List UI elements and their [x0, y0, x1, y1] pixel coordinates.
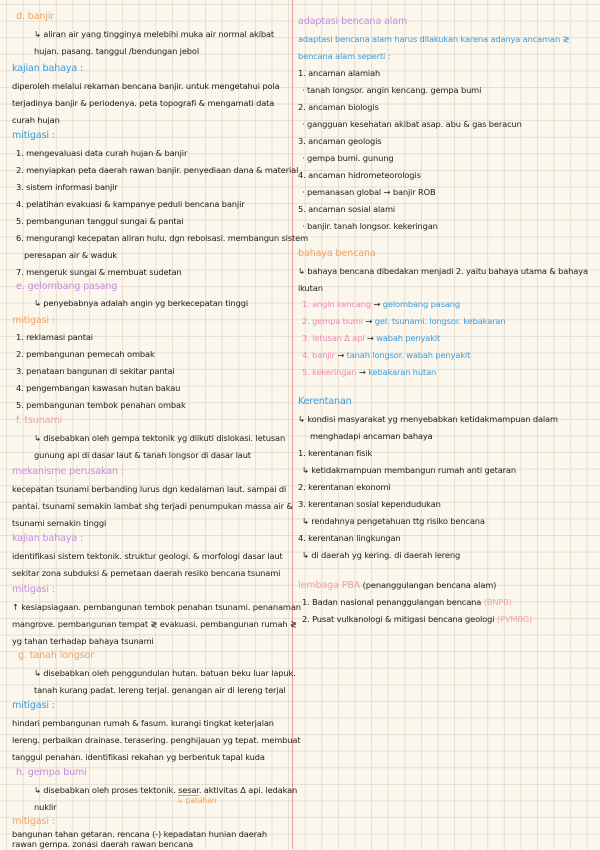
- mitigasi-item: 1. reklamasi pantai: [16, 332, 93, 342]
- mekanisme-text: tsunami semakin tinggi: [12, 518, 107, 528]
- mitigasi-item: 1. mengevaluasi data curah hujan & banjir: [16, 148, 188, 158]
- ancaman-detail: · banjir. tanah longsor. kekeringan: [302, 221, 438, 231]
- kajian-banjir-text: diperoleh melalui rekaman bencana banjir. untuk mengetahui pola: [12, 81, 280, 91]
- kerentanan-intro: ↳ kondisi masyarakat yg menyebabkan ketidakmampuan dalam: [298, 414, 558, 424]
- bahaya-ikutan: gelombang pasang: [382, 299, 461, 309]
- tsunami-definition: ↳ disebabkan oleh gempa tektonik yg diikuti dislokasi. letusan: [34, 433, 286, 443]
- mitigasi-longsor-text: hindari pembangunan rumah & fasum. kurangi tingkat keterjalan: [12, 718, 274, 728]
- longsor-definition: ↳ disebabkan oleh penggundulan hutan. batuan beku luar lapuk.: [34, 668, 296, 678]
- gempa-sesar-term: sesar: [178, 785, 199, 795]
- kerentanan-detail: ↳ di daerah yg kering. di daerah lereng: [302, 550, 461, 560]
- bahaya-pair: [302, 333, 440, 344]
- kajian-tsunami-text: sekitar zona subduksi & pemetaan daerah resiko bencana tsunami: [12, 568, 281, 578]
- ancaman-title: 1. ancaman alamiah: [298, 68, 381, 78]
- mitigasi-longsor-text: lereng. perbaikan drainase. terasering. penghijauan yg tepat. membuat: [12, 735, 301, 745]
- mitigasi-tsunami-text: mangrove. pembangunan tempat ≷ evakuasi. pembangunan rumah ≷: [12, 619, 297, 629]
- ancaman-title: 5. ancaman sosial alami: [298, 204, 396, 214]
- kajian-tsunami-text: identifikasi sistem tektonik. struktur geologi. & morfologi dasar laut: [12, 551, 283, 561]
- bahaya-ikutan: tanah longsor. wabah penyakit: [346, 350, 471, 360]
- ancaman-detail: · gangguan kesehatan akibat asap. abu & gas beracun: [302, 119, 522, 129]
- lembaga-abbr: (BNPB): [483, 597, 512, 607]
- ancaman-detail: · tanah longsor. angin kencang. gempa bumi: [302, 85, 482, 95]
- bahaya-ikutan: kebakaran hutan: [368, 367, 437, 377]
- ancaman-detail: · gempa bumi. gunung: [302, 153, 394, 163]
- bahaya-utama: 2. gempa bumi: [302, 316, 363, 326]
- heading-lembaga: [298, 580, 496, 591]
- lembaga-item: [302, 597, 512, 608]
- ancaman-title: 3. ancaman geologis: [298, 136, 382, 146]
- gempa-definition-post: . aktivitas Δ api. ledakan: [198, 785, 298, 795]
- mitigasi-item: 5. pembangunan tanggul sungai & pantai: [16, 216, 184, 226]
- longsor-definition: tanah kurang padat. lereng terjal. genangan air di lereng terjal: [34, 685, 286, 695]
- kerentanan-detail: ↳ rendahnya pengetahuan ttg risiko bencana: [302, 516, 485, 526]
- arrow-icon: →: [334, 350, 347, 360]
- mekanisme-text: pantai. tsunami semakin lambat shg terjadi penumpukan massa air &: [12, 501, 293, 511]
- bahaya-intro: ikutan: [298, 283, 323, 293]
- mitigasi-longsor-text: tanggul penahan. identifikasi rekahan yg berbentuk tapal kuda: [12, 752, 265, 762]
- mitigasi-item: 3. penataan bangunan di sekitar pantai: [16, 366, 175, 376]
- mitigasi-tsunami-text: ↑ kesiapsiagaan. pembangunan tembok penahan tsunami. penanaman: [12, 602, 301, 612]
- lembaga-item: [302, 614, 532, 625]
- mitigasi-tsunami-text: yg tahan terhadap bahaya tsunami: [12, 636, 154, 646]
- banjir-definition: hujan. pasang. tanggul /bendungan jebol: [34, 46, 199, 56]
- gelombang-definition: ↳ penyebabnya adalah angin yg berkecepatan tinggi: [34, 298, 249, 308]
- arrow-icon: →: [356, 367, 369, 377]
- lembaga-name: 1. Badan nasional penanggulangan bencana: [302, 597, 484, 607]
- mekanisme-text: kecepatan tsunami berbanding lurus dgn kedalaman laut. sampai di: [12, 484, 287, 494]
- kerentanan-title: 4. kerentanan lingkungan: [298, 533, 401, 543]
- arrow-icon: →: [362, 316, 375, 326]
- heading-kajian-banjir: kajian bahaya :: [12, 63, 84, 74]
- bahaya-pair: [302, 299, 460, 310]
- kerentanan-detail: ↳ ketidakmampuan membangun rumah anti getaran: [302, 465, 516, 475]
- heading-mekanisme: mekanisme perusakan :: [12, 466, 124, 477]
- ancaman-title: 4. ancaman hidrometeorologis: [298, 170, 421, 180]
- mitigasi-gempa-text: bangunan tahan getaran. rencana (-) kepadatan hunian daerah: [12, 829, 267, 839]
- kajian-banjir-text: curah hujan: [12, 115, 60, 125]
- margin-line: [292, 0, 293, 849]
- arrow-icon: →: [371, 299, 383, 309]
- heading-tsunami: f. tsunami: [16, 415, 63, 426]
- ancaman-title: 2. ancaman biologis: [298, 102, 379, 112]
- lembaga-abbr: (PVMBG): [496, 614, 533, 624]
- heading-gempa-bumi: h. gempa bumi: [16, 767, 87, 778]
- kerentanan-title: 2. kerentanan ekonomi: [298, 482, 391, 492]
- banjir-definition: ↳ aliran air yang tingginya melebihi muka air normal akibat: [34, 29, 275, 39]
- kajian-banjir-text: terjadinya banjir & periodenya. peta topografi & mengamati data: [12, 98, 275, 108]
- bahaya-utama: 5. kekeringan: [302, 367, 357, 377]
- bahaya-pair: [302, 367, 436, 378]
- adaptasi-intro: adaptasi bencana alam harus dilakukan karena adanya ancaman ≷: [298, 34, 570, 44]
- gempa-definition: [34, 785, 297, 796]
- mitigasi-item: 4. pelatihan evakuasi & kampanye peduli bencana banjir: [16, 199, 245, 209]
- ancaman-detail: · pemanasan global → banjir ROB: [302, 187, 436, 197]
- heading-bahaya-bencana: bahaya bencana: [298, 248, 376, 259]
- bahaya-pair: [302, 316, 505, 327]
- heading-kerentanan: Kerentanan: [298, 396, 352, 407]
- mitigasi-item: 3. sistem informasi banjir: [16, 182, 118, 192]
- adaptasi-intro: bencana alam seperti :: [298, 51, 391, 61]
- tsunami-definition: gunung api di dasar laut & tanah longsor di dasar laut: [34, 450, 251, 460]
- kerentanan-intro: menghadapi ancaman bahaya: [310, 431, 433, 441]
- gempa-definition: nuklir: [34, 802, 57, 812]
- mitigasi-item: 5. pembangunan tembok penahan ombak: [16, 400, 186, 410]
- mitigasi-item: 4. pengembangan kawasan hutan bakau: [16, 383, 181, 393]
- kerentanan-title: 3. kerentanan sosial kependudukan: [298, 499, 441, 509]
- heading-banjir: d. banjir: [16, 11, 55, 22]
- mitigasi-gempa-text: rawan gempa. zonasi daerah rawan bencana: [12, 839, 194, 849]
- bahaya-ikutan: wabah penyakit: [376, 333, 441, 343]
- heading-mitigasi-banjir: mitigasi :: [12, 130, 55, 141]
- heading-mitigasi-gempa: mitigasi :: [12, 816, 55, 827]
- bahaya-pair: [302, 350, 470, 361]
- bahaya-intro: ↳ bahaya bencana dibedakan menjadi 2. yaitu bahaya utama & bahaya: [298, 266, 588, 276]
- bahaya-utama: 4. banjir: [302, 350, 335, 360]
- mitigasi-item: 7. mengeruk sungai & membuat sudetan: [16, 267, 182, 277]
- heading-adaptasi: adaptasi bencana alam: [298, 16, 408, 27]
- arrow-icon: →: [364, 333, 377, 343]
- mitigasi-item: 6. mengurangi kecepatan aliran hulu. dgn reboisasi. membangun sistem: [16, 233, 309, 243]
- bahaya-utama: 3. letusan Δ api: [302, 333, 365, 343]
- heading-kajian-tsunami: kajian bahaya :: [12, 533, 84, 544]
- mitigasi-item: peresapan air & waduk: [24, 250, 117, 260]
- gempa-definition-pre: ↳ disebabkan oleh proses tektonik.: [34, 785, 179, 795]
- lembaga-note: (penanggulangan bencana alam): [360, 580, 497, 590]
- heading-gelombang-pasang: e. gelombang pasang: [16, 281, 118, 292]
- kerentanan-title: 1. kerentanan fisik: [298, 448, 373, 458]
- heading-mitigasi-tsunami: mitigasi :: [12, 584, 55, 595]
- bahaya-ikutan: gel. tsunami. longsor. kebakaran: [374, 316, 506, 326]
- sesar-note: ↳ patahan: [177, 796, 217, 805]
- bahaya-utama: 1. angin kencang: [302, 299, 372, 309]
- lembaga-title: lembaga PBA: [298, 580, 361, 591]
- lembaga-name: 2. Pusat vulkanologi & mitigasi bencana geologi: [302, 614, 497, 624]
- heading-tanah-longsor: g. tanah longsor: [18, 650, 95, 661]
- heading-mitigasi-longsor: mitigasi :: [12, 700, 55, 711]
- mitigasi-item: 2. pembangunan pemecah ombak: [16, 349, 155, 359]
- mitigasi-item: 2. menyiapkan peta daerah rawan banjir. penyediaan dana & material: [16, 165, 299, 175]
- heading-mitigasi-gelombang: mitigasi :: [12, 315, 55, 326]
